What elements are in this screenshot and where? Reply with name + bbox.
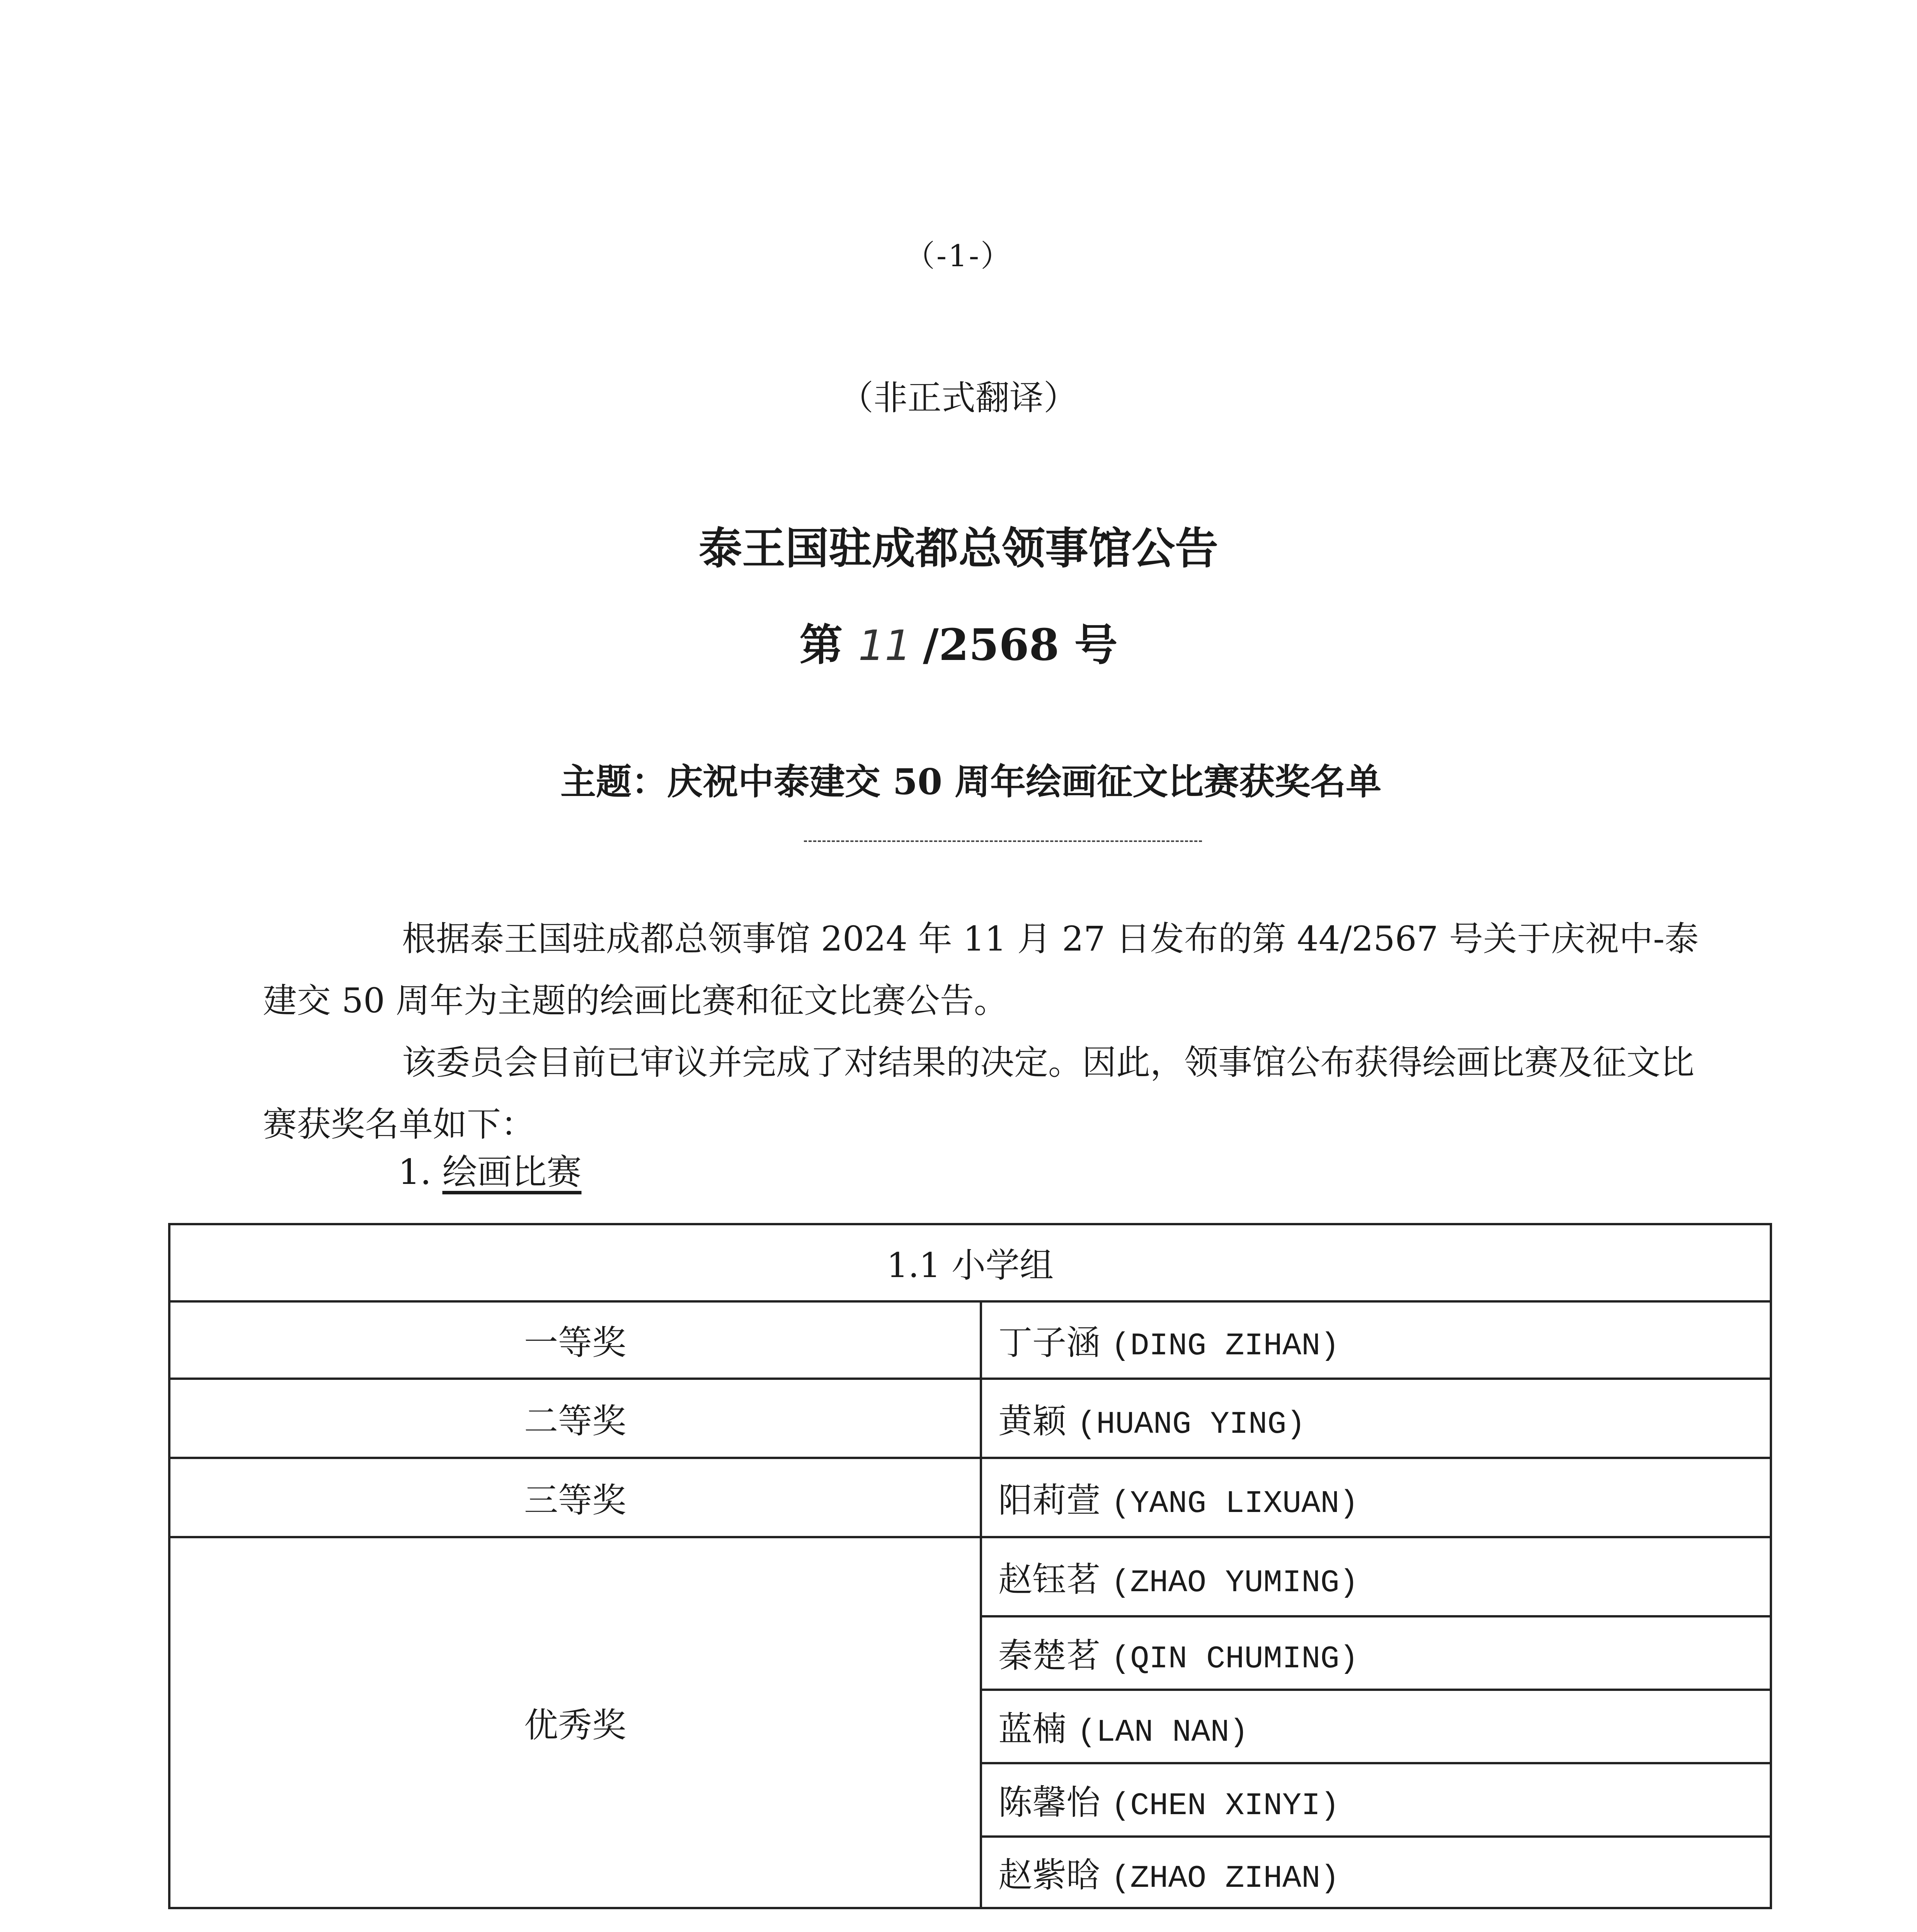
section-heading (398, 1144, 581, 1194)
winner-cell (981, 1616, 1771, 1690)
table-group-title: 1.1 小学组 (169, 1224, 1771, 1301)
doc-number-prefix: 第 (799, 620, 843, 670)
winner-cell (981, 1537, 1771, 1616)
paragraph-2-text: 该委员会目前已审议并完成了对结果的决定。因此，领事馆公布获得绘画比赛及征文比赛获奖名单如下： (263, 1043, 1695, 1144)
winner-name: 蓝楠 (998, 1709, 1067, 1749)
winner-cell (981, 1458, 1771, 1537)
winner-latin-name: (LAN NAN) (1077, 1714, 1248, 1750)
winner-latin-name: (HUANG YING) (1077, 1406, 1306, 1442)
winner-name: 秦楚茗 (998, 1636, 1101, 1675)
prize-cell: 三等奖 (169, 1458, 981, 1537)
winner-name: 黄颖 (998, 1401, 1067, 1441)
winner-latin-name: (QIN CHUMING) (1111, 1641, 1359, 1677)
section-number: 1. (398, 1152, 431, 1192)
winner-latin-name: (YANG LIXUAN) (1111, 1485, 1359, 1522)
winner-name: 赵钰茗 (998, 1559, 1101, 1599)
page-number: （-1-） (904, 239, 1013, 274)
subject-line: 主题：庆祝中泰建交 50 周年绘画征文比赛获奖名单 (560, 761, 1382, 803)
document-title: 泰王国驻成都总领事馆公告 (699, 523, 1218, 574)
dashed-divider (804, 840, 1202, 842)
table-row (169, 1379, 1771, 1458)
winner-cell (981, 1837, 1771, 1908)
winner-latin-name: (ZHAO ZIHAN) (1111, 1860, 1340, 1896)
merit-prize-cell: 优秀奖 (169, 1537, 981, 1908)
table-row (169, 1458, 1771, 1537)
section-title: 绘画比赛 (442, 1152, 582, 1192)
winner-latin-name: (DING ZIHAN) (1111, 1328, 1340, 1364)
winner-cell (981, 1379, 1771, 1458)
paragraph-1 (263, 908, 1701, 1032)
paragraph-2 (263, 1032, 1701, 1155)
paragraph-1-text: 根据泰王国驻成都总领事馆 2024 年 11 月 27 日发布的第 44/2567 号关于庆祝中-泰建交 50 周年为主题的绘画比赛和征文比赛公告。 (263, 919, 1699, 1020)
unofficial-translation-note: （非正式翻译） (839, 378, 1078, 418)
winner-cell (981, 1301, 1771, 1379)
table-row (169, 1537, 1771, 1616)
winner-cell (981, 1690, 1771, 1763)
prize-cell: 一等奖 (169, 1301, 981, 1379)
winner-cell (981, 1763, 1771, 1837)
winner-latin-name: (ZHAO YUMING) (1111, 1565, 1359, 1601)
document-number (0, 611, 1917, 673)
table-row (169, 1301, 1771, 1379)
doc-number-handwritten: 11 (858, 622, 911, 670)
winner-name: 阳莉萱 (998, 1480, 1101, 1520)
winner-name: 赵紫晗 (998, 1855, 1101, 1895)
primary-school-table (168, 1223, 1772, 1909)
doc-number-suffix: /2568 号 (923, 620, 1118, 670)
winner-latin-name: (CHEN XINYI) (1111, 1788, 1340, 1824)
winner-name: 陈馨怡 (998, 1782, 1101, 1822)
winner-name: 丁子涵 (998, 1323, 1101, 1362)
prize-cell: 二等奖 (169, 1379, 981, 1458)
